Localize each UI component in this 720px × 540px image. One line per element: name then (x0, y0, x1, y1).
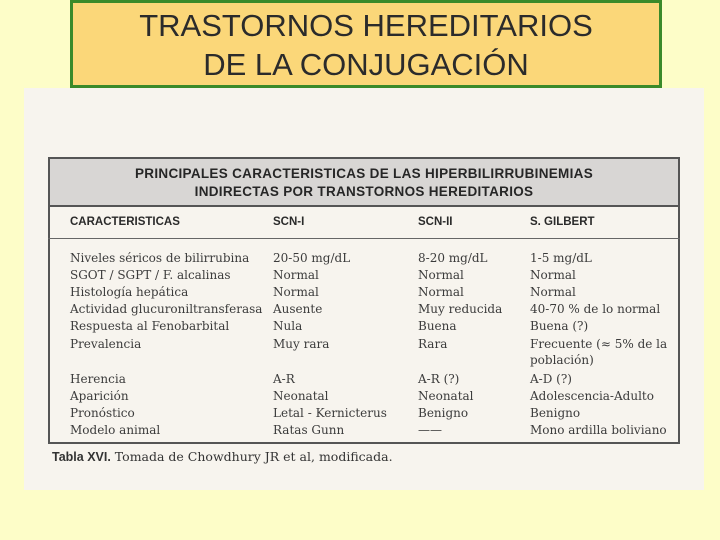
caption-text: Tomada de Chowdhury JR et al, modificada. (110, 449, 393, 464)
cell-gilbert: Normal (530, 268, 576, 282)
column-header-rule (48, 238, 680, 239)
cell-scn-1: Nula (273, 319, 303, 333)
cell-gilbert: Normal (530, 285, 576, 299)
cell-gilbert: Benigno (530, 406, 581, 420)
row-label: Histología hepática (70, 285, 189, 299)
cell-gilbert: A-D (?) (530, 372, 572, 386)
cell-scn-1: Muy rara (273, 337, 330, 351)
cell-scn-2: Rara (418, 337, 448, 351)
cell-scn-2: A-R (?) (418, 372, 460, 386)
cell-gilbert: Frecuente (≈ 5% de la (530, 337, 668, 351)
column-header-gilbert: S. GILBERT (530, 216, 595, 228)
cell-gilbert: Buena (?) (530, 319, 589, 333)
cell-scn-2: Buena (418, 319, 457, 333)
cell-scn-1: Ratas Gunn (273, 423, 345, 437)
row-label: Modelo animal (70, 423, 161, 437)
cell-scn-2: Muy reducida (418, 302, 503, 316)
column-header-scn-1: SCN-I (273, 216, 305, 228)
row-label: Pronóstico (70, 406, 135, 420)
cell-scn-2: Normal (418, 285, 464, 299)
row-label: Niveles séricos de bilirrubina (70, 251, 250, 265)
cell-scn-1: Letal - Kernicterus (273, 406, 387, 420)
title-line-2: DE LA CONJUGACIÓN (203, 47, 529, 82)
slide-title (70, 0, 662, 88)
cell-scn-1: Ausente (273, 302, 323, 316)
row-label: Aparición (70, 389, 129, 403)
cell-scn-2: Neonatal (418, 389, 474, 403)
cell-scn-2: —— (418, 423, 442, 437)
cell-scn-2: 8-20 mg/dL (418, 251, 488, 265)
cell-scn-2: Normal (418, 268, 464, 282)
cell-scn-1: Normal (273, 285, 319, 299)
cell-scn-1: 20-50 mg/dL (273, 251, 351, 265)
cell-gilbert: Mono ardilla boliviano (530, 423, 667, 437)
cell-scn-1: Normal (273, 268, 319, 282)
row-label: Herencia (70, 372, 126, 386)
cell-scn-1: A-R (273, 372, 295, 386)
cell-gilbert-continuation: población) (530, 353, 594, 367)
row-label: SGOT / SGPT / F. alcalinas (70, 268, 231, 282)
column-header-scn-2: SCN-II (418, 216, 453, 228)
table-header-line-1: PRINCIPALES CARACTERISTICAS DE LAS HIPERBILIRRUBINEMIAS (134, 166, 594, 181)
row-label: Actividad glucuroniltransferasa (70, 302, 263, 316)
table-caption (52, 449, 393, 464)
row-label: Prevalencia (70, 337, 142, 351)
cell-scn-2: Benigno (418, 406, 469, 420)
cell-gilbert: 40-70 % de lo normal (530, 302, 661, 316)
title-line-1: TRASTORNOS HEREDITARIOS (139, 8, 593, 43)
table-header-line-2: INDIRECTAS POR TRANSTORNOS HEREDITARIOS (194, 184, 534, 199)
cell-gilbert: 1-5 mg/dL (530, 251, 592, 265)
row-label: Respuesta al Fenobarbital (70, 319, 230, 333)
cell-gilbert: Adolescencia-Adulto (530, 389, 654, 403)
cell-scn-1: Neonatal (273, 389, 329, 403)
column-header-caracteristicas: CARACTERISTICAS (70, 216, 180, 228)
caption-label: Tabla XVI. (52, 450, 111, 464)
